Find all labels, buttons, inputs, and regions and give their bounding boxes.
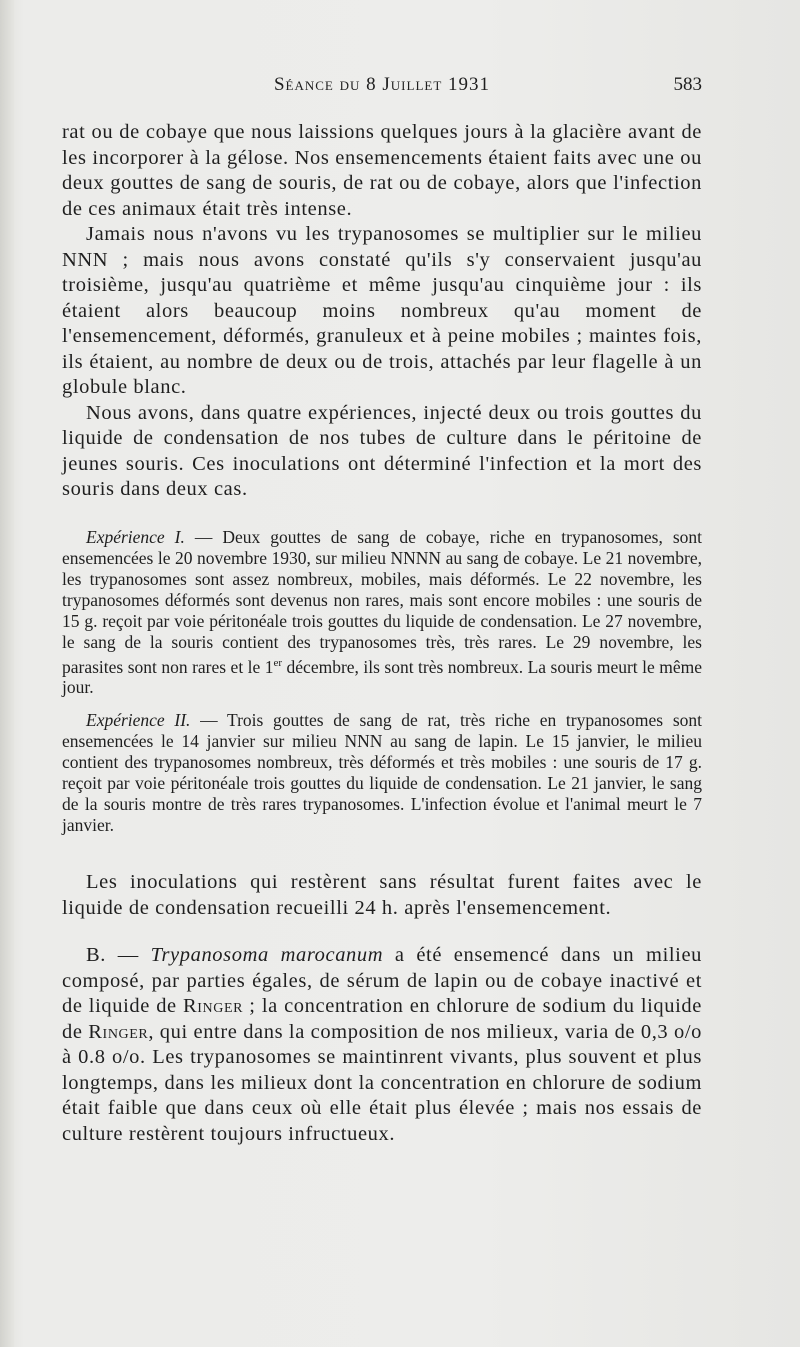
species-name: Trypanosoma marocanum	[150, 944, 384, 967]
experiment-2-title: Expérience II.	[86, 710, 191, 731]
paragraph-5	[62, 943, 702, 1147]
section-b-label: B. —	[86, 944, 151, 967]
ringer-name-1: Ringer	[183, 995, 244, 1018]
paragraph-4: Les inoculations qui restèrent sans résultat furent faites avec le liquide de condensation recueilli 24 h. après l'ensemencement.	[62, 871, 702, 919]
ringer-name-2: Ringer	[88, 1020, 149, 1043]
experiment-1-title: Expérience I.	[86, 526, 185, 547]
paragraph-2: Jamais nous n'avons vu les trypanosomes se multiplier sur le milieu NNN ; mais nous avons constaté qu'ils s'y conservaient jusqu'au troisième, jusqu'au quatrième et même jusqu'au cinquième jour : ils étaient alors beaucoup moins nombreux qu'au moment de l'ensemencement, déformés, granuleux et à peine mobiles ; maintes fois, ils étaient, au nombre de deux ou de trois, attachés par leur flagelle à un globule blanc.	[62, 223, 702, 398]
paragraph-1: rat ou de cobaye que nous laissions quelques jours à la glacière avant de les incorporer à la gélose. Nos ensemencements étaient faits avec une ou deux gouttes de sang de souris, de rat ou de cobaye, alors que l'infection de ces animaux était très intense.	[62, 121, 702, 220]
body-text	[62, 120, 702, 1147]
experiment-2-text: — Trois gouttes de sang de rat, très riche en trypanosomes sont ensemencées le 14 janvier sur milieu NNN au sang de lapin. Le 15 janvier, le milieu contient des trypanosomes nombreux, très déformés et très mobiles : une souris de 17 g. reçoit par voie péritonéale trois gouttes du liquide de condensation. Le 21 janvier, le sang de la souris montre de très rares trypanosomes. L'infection évolue et l'animal meurt le 7 janvier.	[62, 710, 702, 836]
page-number: 583	[673, 74, 702, 95]
experiment-2	[62, 710, 702, 836]
paragraph-3: Nous avons, dans quatre expériences, injecté deux ou trois gouttes du liquide de condensation de nos tubes de culture dans le péritoine de jeunes souris. Ces inoculations ont déterminé l'infection et la mort des souris dans deux cas.	[62, 401, 702, 500]
experiment-1-text-end: décembre, ils sont très nombreux. La souris meurt le même jour.	[62, 656, 702, 698]
page-header	[62, 74, 702, 100]
paragraph-5-text-b: ; la concentration en chlorure de sodium du liquide de	[62, 995, 702, 1043]
running-head: Séance du 8 Juillet 1931	[273, 74, 491, 95]
superscript-er: er	[273, 656, 283, 669]
binding-gutter	[0, 0, 14, 1347]
paragraph-5-text-c: , qui entre dans la composition de nos milieux, varia de 0,3 o/o à 0.8 o/o. Les trypanosomes se maintinrent vivants, plus souvent et plus longtemps, dans les milieux dont la concentration en chlorure de sodium était faible que dans ceux où elle était plus élevée ; mais nos essais de culture restèrent toujours infructueux.	[62, 1020, 702, 1145]
experiment-1-text: — Deux gouttes de sang de cobaye, riche en trypanosomes, sont ensemencées le 20 novembre 1930, sur milieu NNNN au sang de cobaye. Le 21 novembre, les trypanosomes sont assez nombreux, mobiles, mais déformés. Le 22 novembre, les trypanosomes déformés sont devenus non rares, mais sont encore mobiles : une souris de 15 g. reçoit par voie péritonéale trois gouttes du liquide de condensation. Le 27 novembre, le sang de la souris contient des trypanosomes très, très rares. Le 29 novembre, les parasites sont non rares et le 1	[62, 526, 702, 677]
experiment-1	[62, 527, 702, 699]
paragraph-5-text-a: a été ensemencé dans un milieu composé, par parties égales, de sérum de lapin ou de cobaye inactivé et de liquide de	[62, 944, 702, 1018]
